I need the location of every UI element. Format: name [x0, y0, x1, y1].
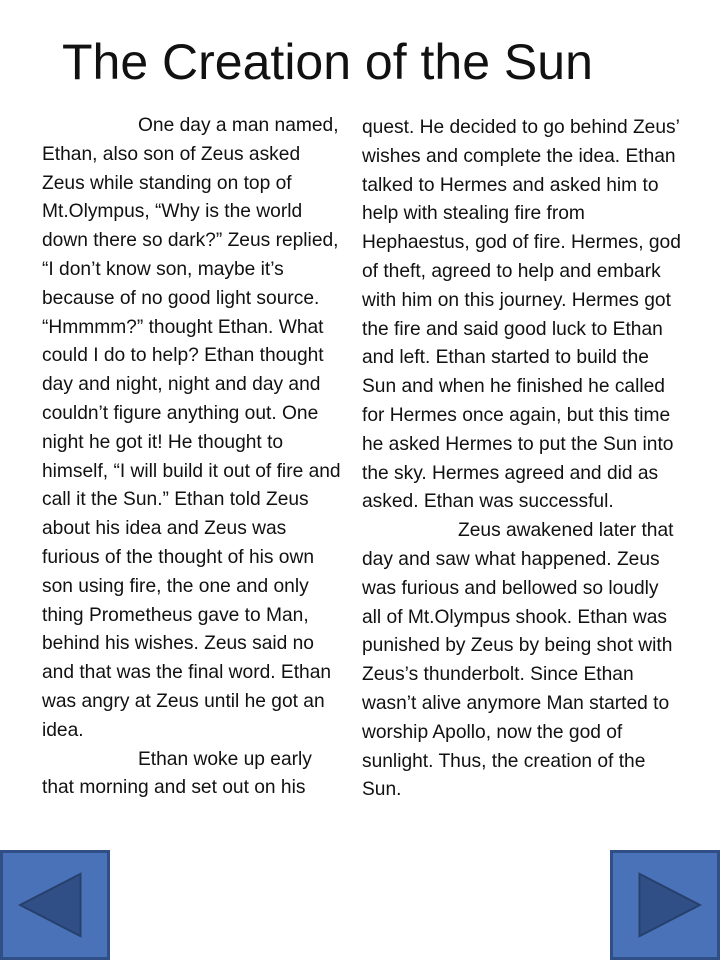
story-text: quest. He decided to go behind Zeus’ wishes and complete the idea. Ethan talked to Hermes and asked him to help with stealing fire from Hephaestus, god of fire. Hermes, god of theft, agreed to help and embark with him on this journey. Hermes got the fire and said good luck to Ethan and left. Ethan started to build the Sun and when he finished he called for Hermes once again, but this time he asked Hermes to put the Sun into the sky. Hermes agreed and did as asked. Ethan was successful. [362, 117, 681, 513]
triangle-left-icon [3, 853, 107, 957]
slide-title: The Creation of the Sun [62, 34, 593, 90]
story-text: Ethan woke up early that morning and set out on his [42, 748, 312, 799]
left-text-column [42, 112, 342, 803]
story-paragraph [362, 114, 682, 517]
story-paragraph [42, 112, 342, 746]
triangle-right-icon [613, 853, 717, 957]
story-text: Zeus awakened later that day and saw what happened. Zeus was furious and bellowed so loudly all of Mt.Olympus shook. Ethan was punished by Zeus by being shot with Zeus’s thunderbolt. Since Ethan wasn’t alive anymore Man started to worship Apollo, now the god of sunlight. Thus, the creation of the Sun. [362, 520, 674, 801]
previous-slide-button[interactable] [0, 850, 110, 960]
right-text-column [362, 114, 682, 805]
next-slide-button[interactable] [610, 850, 720, 960]
story-text: One day a man named, Ethan, also son of Zeus asked Zeus while standing on top of Mt.Olympus, “Why is the world down there so dark?” Zeus replied, “I don’t know son, maybe it’s because of no good light source. “Hmmmm?” thought Ethan. What could I do to help? Ethan thought day and night, night and day and couldn’t figure anything out. One night he got it! He thought to himself, “I will build it out of fire and call it the Sun.” Ethan told Zeus about his idea and Zeus was furious of the thought of his own son using fire, the one and only thing Prometheus gave to Man, behind his wishes. Zeus said no and that was the final word. Ethan was angry at Zeus until he got an idea. [42, 115, 341, 741]
story-paragraph [362, 517, 682, 805]
story-paragraph [42, 746, 342, 804]
